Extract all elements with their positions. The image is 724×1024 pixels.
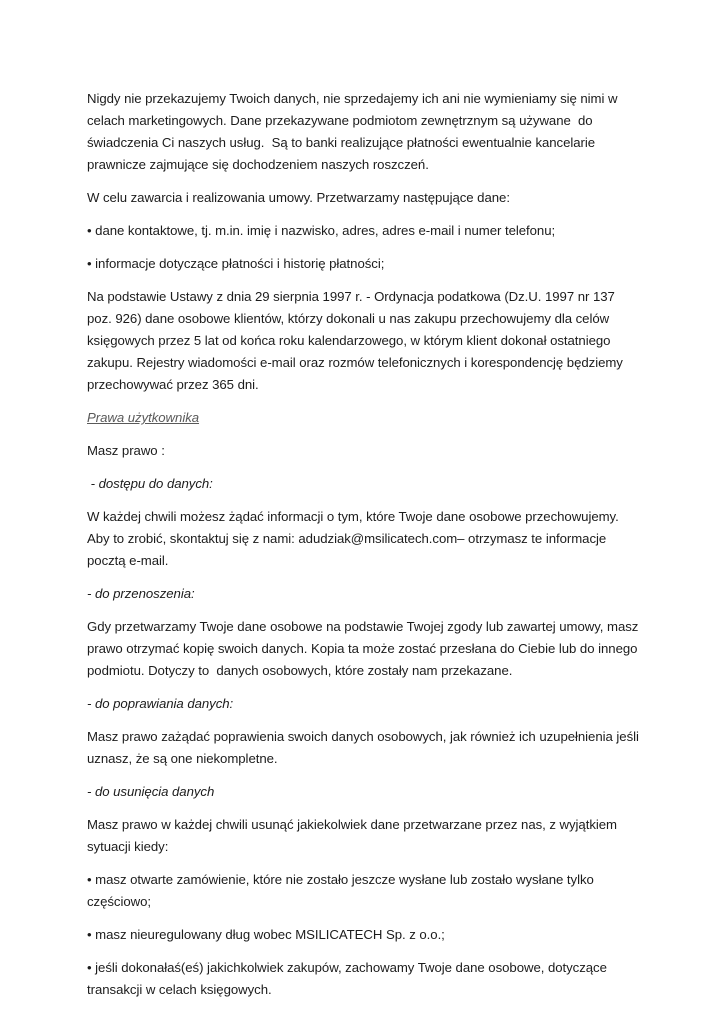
para-contract-purpose: W celu zawarcia i realizowania umowy. Przetwarzamy następujące dane: <box>87 190 510 205</box>
bullet-unpaid-debt: • masz nieuregulowany dług wobec MSILICATECH Sp. z o.o.; <box>87 927 445 942</box>
subheading-right-portability: - do przenoszenia: <box>87 586 195 601</box>
para-data-sharing: Nigdy nie przekazujemy Twoich danych, nie sprzedajemy ich ani nie wymieniamy się nimi w celach marketingowych. Dane przekazywane podmiotom zewnętrznym są używane do świadczenia Ci naszych usług. Są to banki realizujące płatności ewentualnie kancelarie prawnicze zajmujące się dochodzeniem naszych roszczeń. <box>87 91 622 172</box>
para-right-rectification-details: Masz prawo zażądać poprawienia swoich danych osobowych, jak również ich uzupełnienia jeśli uznasz, że są one niekompletne. <box>87 729 643 766</box>
para-right-portability-details: Gdy przetwarzamy Twoje dane osobowe na podstawie Twojej zgody lub zawartej umowy, masz prawo otrzymać kopię swoich danych. Kopia ta może zostać przesłana do Ciebie lub do innego podmiotu. Dotyczy to danych osobowych, które zostały nam przekazane. <box>87 619 642 678</box>
subheading-right-erasure: - do usunięcia danych <box>87 784 215 799</box>
bullet-payment-info: • informacje dotyczące płatności i historię płatności; <box>87 256 385 271</box>
para-tax-law-retention: Na podstawie Ustawy z dnia 29 sierpnia 1997 r. - Ordynacja podatkowa (Dz.U. 1997 nr 137 poz. 926) dane osobowe klientów, którzy dokonali u nas zakupu przechowujemy dla celów księgowych przez 5 lat od końca roku kalendarzowego, w którym klient dokonał ostatniego zakupu. Rejestry wiadomości e-mail oraz rozmów telefonicznych i korespondencję będziemy przechowywać przez 365 dni. <box>87 289 627 392</box>
subheading-right-access: - dostępu do danych: <box>87 476 213 491</box>
heading-user-rights: Prawa użytkownika <box>87 410 200 425</box>
bullet-contact-data: • dane kontaktowe, tj. m.in. imię i nazwisko, adres, adres e-mail i numer telefonu; <box>87 223 556 238</box>
para-rights-intro: Masz prawo : <box>87 443 165 458</box>
para-right-access-details: W każdej chwili możesz żądać informacji o tym, które Twoje dane osobowe przechowujemy. Aby to zrobić, skontaktuj się z nami: adudziak@msilicatech.com– otrzymasz te informacje pocztą e-mail. <box>87 509 622 568</box>
bullet-open-order: • masz otwarte zamówienie, które nie zostało jeszcze wysłane lub zostało wysłane tylko częściowo; <box>87 872 598 909</box>
subheading-right-rectification: - do poprawiania danych: <box>87 696 234 711</box>
para-right-erasure-details: Masz prawo w każdej chwili usunąć jakiekolwiek dane przetwarzane przez nas, z wyjątkiem sytuacji kiedy: <box>87 817 621 854</box>
bullet-purchase-records: • jeśli dokonałaś(eś) jakichkolwiek zakupów, zachowamy Twoje dane osobowe, dotyczące transakcji w celach księgowych. <box>87 960 611 997</box>
